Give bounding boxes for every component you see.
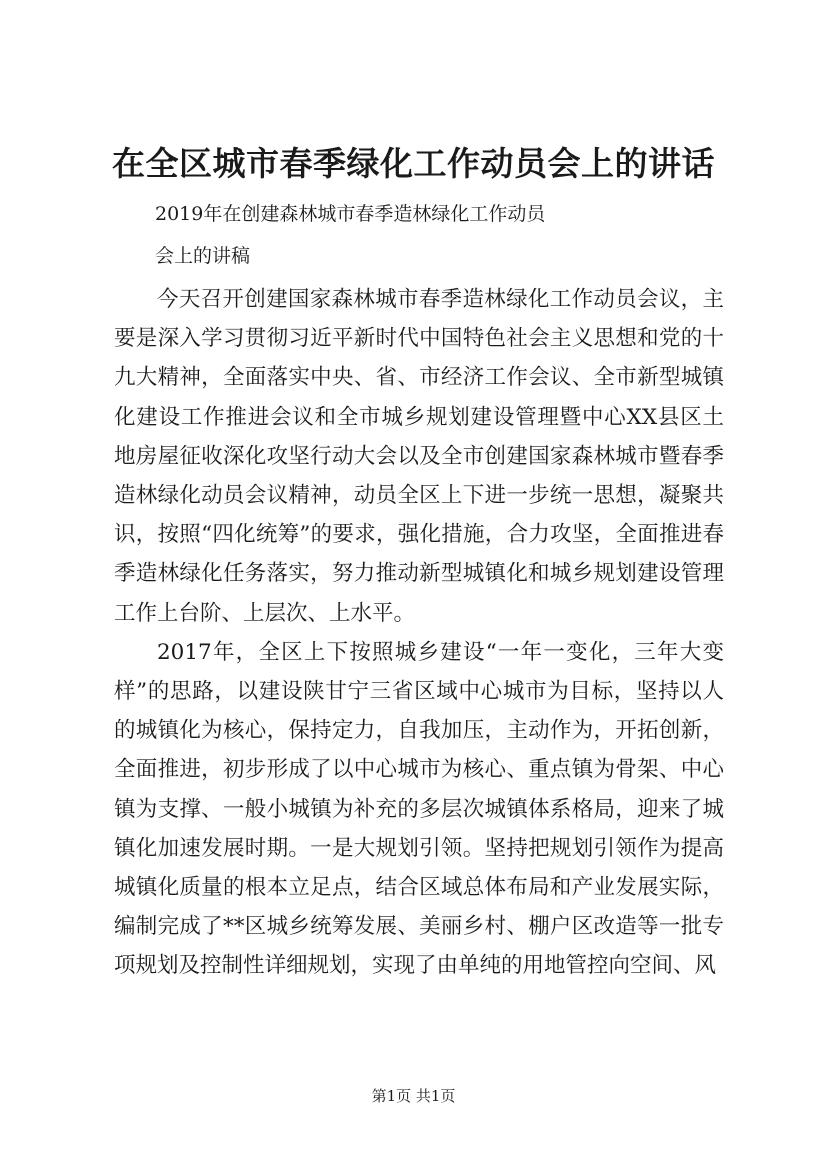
body-paragraph-1: 今天召开创建国家森林城市春季造林绿化工作动员会议，主要是深入学习贯彻习近平新时代中国特色社会主义思想和党的十九大精神，全面落实中央、省、市经济工作会议、全市新型城镇化建设工作推进会议和全市城乡规划建设管理暨中心XX县区土地房屋征收深化攻坚行动大会以及全市创建国家森林城市暨春季造林绿化动员会议精神，动员全区上下进一步统一思想，凝聚共识，按照“四化统筹”的要求，强化措施，合力攻坚，全面推进春季造林绿化任务落实，努力推动新型城镇化和城乡规划建设管理工作上台阶、上层次、上水平。 xyxy=(114,287,724,626)
subtitle-line-2: 会上的讲稿 xyxy=(155,245,251,267)
subtitle-line-1: 2019年在创建森林城市春季造林绿化工作动员 xyxy=(155,203,546,225)
document-title: 在全区城市春季绿化工作动员会上的讲话 xyxy=(112,144,715,183)
document-body xyxy=(114,280,724,986)
body-paragraph-2: 2017年，全区上下按照城乡建设“一年一变化，三年大变样”的思路，以建设陕甘宁三省区域中心城市为目标，坚持以人的城镇化为核心，保持定力，自我加压，主动作为，开拓创新，全面推进，初步形成了以中心城市为核心、重点镇为骨架、中心镇为支撑、一般小城镇为补充的多层次城镇体系格局，迎来了城镇化加速发展时期。一是大规划引领。坚持把规划引领作为提高城镇化质量的根本立足点，结合区域总体布局和产业发展实际，编制完成了**区城乡统筹发展、美丽乡村、棚户区改造等一批专项规划及控制性详细规划，实现了由单纯的用地管控向空间、风 xyxy=(114,639,724,979)
page-footer: 第1页 共1页 xyxy=(371,1087,456,1105)
